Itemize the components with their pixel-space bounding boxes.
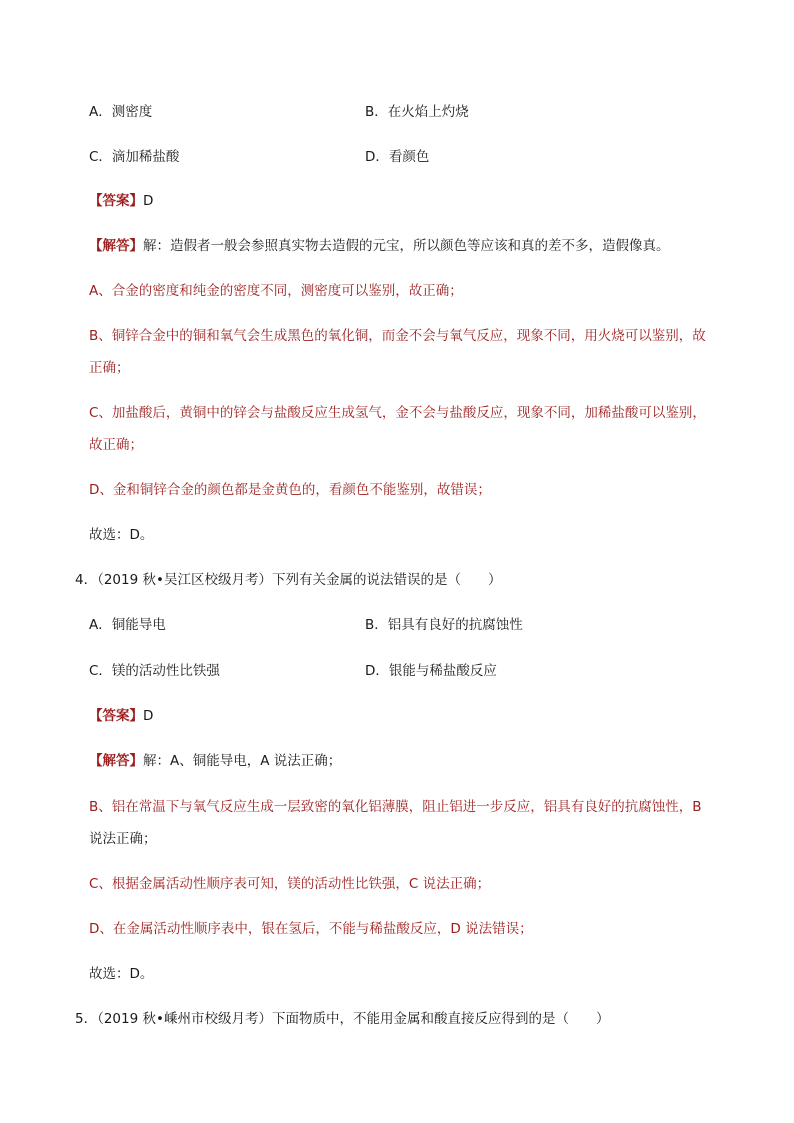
q4-answer-label: 【答案】 bbox=[89, 708, 143, 724]
q4-option-d: D．银能与稀盐酸反应 bbox=[365, 663, 497, 679]
q3-analysis-label: 【解答】 bbox=[89, 238, 143, 254]
q4-analysis-label: 【解答】 bbox=[89, 753, 143, 769]
q4-option-c: C．镁的活动性比铁强 bbox=[89, 663, 220, 679]
q4-option-b: B．铝具有良好的抗腐蚀性 bbox=[365, 617, 523, 633]
q4-option-a: A．铜能导电 bbox=[89, 617, 166, 633]
q3-option-d: D．看颜色 bbox=[365, 149, 430, 165]
q4-answer-value: D bbox=[143, 708, 154, 724]
q3-answer bbox=[89, 191, 153, 211]
q4-analysis-line-b-cont: 说法正确； bbox=[89, 831, 157, 847]
q4-analysis-line-d: D、在金属活动性顺序表中，银在氢后，不能与稀盐酸反应，D 说法错误； bbox=[89, 921, 533, 937]
q4-stem: 4．（2019 秋•吴江区校级月考）下列有关金属的说法错误的是（ ） bbox=[75, 572, 502, 588]
q4-analysis-line-c: C、根据金属活动性顺序表可知，镁的活动性比铁强，C 说法正确； bbox=[89, 876, 491, 892]
q3-analysis-line-c: C、加盐酸后，黄铜中的锌会与盐酸反应生成氢气，金不会与盐酸反应，现象不同，加稀盐酸可以鉴别， bbox=[89, 405, 706, 421]
q3-answer-value: D bbox=[143, 193, 154, 209]
q5-stem: 5．（2019 秋•嵊州市校级月考）下面物质中，不能用金属和酸直接反应得到的是（ ） bbox=[75, 1011, 610, 1027]
q3-option-c: C．滴加稀盐酸 bbox=[89, 149, 180, 165]
q3-option-a: A．测密度 bbox=[89, 104, 153, 120]
q4-analysis-intro: 解：A、铜能导电，A 说法正确； bbox=[143, 753, 342, 769]
q4-conclusion: 故选：D。 bbox=[89, 966, 154, 982]
q3-analysis bbox=[89, 236, 670, 256]
q4-analysis-line-b: B、铝在常温下与氧气反应生成一层致密的氧化铝薄膜，阻止铝进一步反应，铝具有良好的抗腐蚀性，B bbox=[89, 799, 702, 815]
q3-analysis-line-b-cont: 正确； bbox=[89, 360, 130, 376]
q3-analysis-line-c-cont: 故正确； bbox=[89, 437, 143, 453]
q3-analysis-line-a: A、合金的密度和纯金的密度不同，测密度可以鉴别，故正确； bbox=[89, 283, 463, 299]
q4-analysis bbox=[89, 751, 341, 771]
q3-conclusion: 故选：D。 bbox=[89, 527, 154, 543]
q3-analysis-line-b: B、铜锌合金中的铜和氧气会生成黑色的氧化铜，而金不会与氧气反应，现象不同，用火烧可以鉴别，故 bbox=[89, 328, 706, 344]
q3-analysis-intro: 解：造假者一般会参照真实物去造假的元宝，所以颜色等应该和真的差不多，造假像真。 bbox=[143, 238, 670, 254]
q3-analysis-line-d: D、金和铜锌合金的颜色都是金黄色的，看颜色不能鉴别，故错误； bbox=[89, 482, 491, 498]
q3-answer-label: 【答案】 bbox=[89, 193, 143, 209]
q4-answer bbox=[89, 706, 153, 726]
q3-option-b: B．在火焰上灼烧 bbox=[365, 104, 469, 120]
